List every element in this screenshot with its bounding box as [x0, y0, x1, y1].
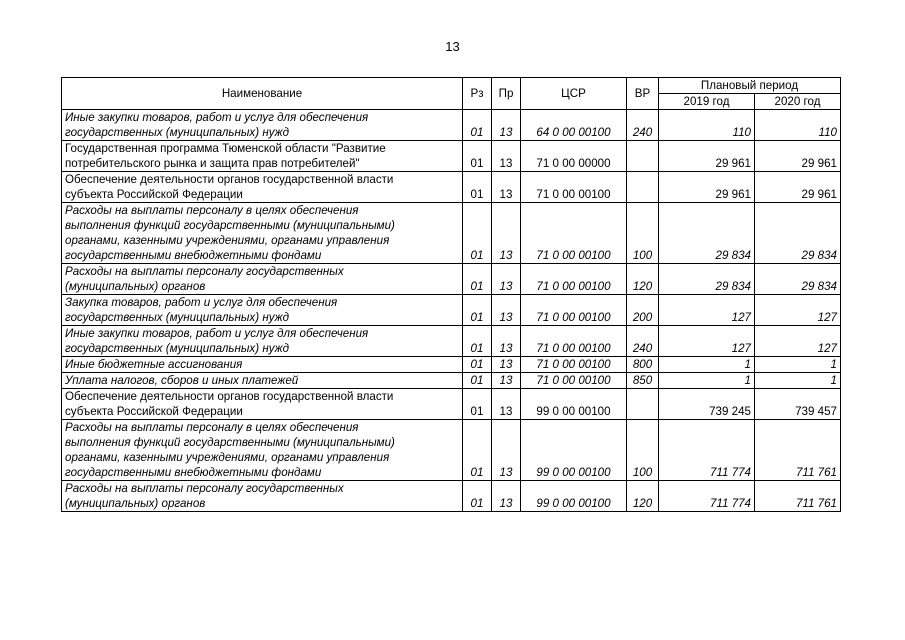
row-name-line: Расходы на выплаты персоналу государственных [65, 482, 344, 495]
row-name-line: Расходы на выплаты персоналу в целях обеспечения [65, 204, 359, 217]
table-row [62, 110, 841, 141]
row-pr: 13 [492, 357, 521, 373]
row-pr: 13 [492, 110, 521, 141]
row-value-2020: 127 [755, 295, 841, 326]
row-pr: 13 [492, 172, 521, 203]
table-row [62, 326, 841, 357]
row-vr [627, 141, 659, 172]
row-value-2019: 29 961 [659, 172, 755, 203]
row-csr: 99 0 00 00100 [521, 481, 627, 512]
header-year-2019: 2019 год [659, 94, 755, 110]
row-csr: 71 0 00 00100 [521, 326, 627, 357]
row-name [62, 420, 463, 481]
row-value-2019: 127 [659, 326, 755, 357]
row-csr: 71 0 00 00100 [521, 264, 627, 295]
row-csr: 71 0 00 00100 [521, 357, 627, 373]
row-value-2020: 29 834 [755, 264, 841, 295]
row-name-line: субъекта Российской Федерации [65, 405, 243, 418]
row-name-line: органами, казенными учреждениями, органами управления [65, 234, 390, 247]
row-name [62, 203, 463, 264]
row-pr: 13 [492, 373, 521, 389]
row-vr: 100 [627, 420, 659, 481]
table-body [62, 110, 841, 512]
row-rz: 01 [463, 203, 492, 264]
row-value-2020: 110 [755, 110, 841, 141]
row-name-line: органами, казенными учреждениями, органами управления [65, 451, 390, 464]
row-vr [627, 389, 659, 420]
row-name-line: Государственная программа Тюменской области "Развитие [65, 142, 386, 155]
budget-table [61, 77, 841, 512]
row-value-2019: 711 774 [659, 420, 755, 481]
row-csr: 71 0 00 00100 [521, 295, 627, 326]
row-name-line: Иные бюджетные ассигнования [65, 358, 243, 371]
row-pr: 13 [492, 420, 521, 481]
row-vr: 240 [627, 110, 659, 141]
row-rz: 01 [463, 110, 492, 141]
row-name [62, 481, 463, 512]
row-name [62, 264, 463, 295]
row-rz: 01 [463, 373, 492, 389]
header-year-2020: 2020 год [755, 94, 841, 110]
row-name [62, 357, 463, 373]
table-row [62, 420, 841, 481]
row-name [62, 326, 463, 357]
table-row [62, 373, 841, 389]
row-value-2019: 29 961 [659, 141, 755, 172]
row-vr: 200 [627, 295, 659, 326]
table-row [62, 203, 841, 264]
row-value-2019: 29 834 [659, 203, 755, 264]
header-plan-period: Плановый период [659, 78, 841, 94]
table-row [62, 172, 841, 203]
row-pr: 13 [492, 326, 521, 357]
row-name [62, 172, 463, 203]
row-rz: 01 [463, 420, 492, 481]
table-row [62, 141, 841, 172]
row-vr: 100 [627, 203, 659, 264]
row-vr: 240 [627, 326, 659, 357]
row-name-line: государственных (муниципальных) нужд [65, 311, 290, 324]
row-pr: 13 [492, 295, 521, 326]
row-name-line: государственных (муниципальных) нужд [65, 126, 290, 139]
row-value-2020: 711 761 [755, 420, 841, 481]
header-rz: Рз [463, 78, 492, 110]
page-number: 13 [445, 39, 460, 54]
row-value-2019: 1 [659, 357, 755, 373]
row-vr: 850 [627, 373, 659, 389]
row-value-2020: 711 761 [755, 481, 841, 512]
row-name-line: выполнения функций государственными (муниципальными) [65, 436, 395, 449]
row-csr: 99 0 00 00100 [521, 420, 627, 481]
row-csr: 99 0 00 00100 [521, 389, 627, 420]
row-vr: 120 [627, 264, 659, 295]
row-name-line: Иные закупки товаров, работ и услуг для обеспечения [65, 327, 369, 340]
row-pr: 13 [492, 264, 521, 295]
row-name [62, 295, 463, 326]
row-rz: 01 [463, 481, 492, 512]
row-name-line: выполнения функций государственными (муниципальными) [65, 219, 395, 232]
row-csr: 64 0 00 00100 [521, 110, 627, 141]
header-csr: ЦСР [521, 78, 627, 110]
row-vr: 120 [627, 481, 659, 512]
row-value-2019: 711 774 [659, 481, 755, 512]
row-vr [627, 172, 659, 203]
row-value-2019: 110 [659, 110, 755, 141]
row-name-line: Уплата налогов, сборов и иных платежей [65, 374, 299, 387]
row-name-line: Расходы на выплаты персоналу государственных [65, 265, 344, 278]
table-row [62, 481, 841, 512]
row-value-2019: 739 245 [659, 389, 755, 420]
table-row [62, 357, 841, 373]
row-rz: 01 [463, 141, 492, 172]
row-value-2020: 29 961 [755, 172, 841, 203]
row-pr: 13 [492, 141, 521, 172]
header-vr: ВР [627, 78, 659, 110]
row-csr: 71 0 00 00000 [521, 141, 627, 172]
row-name [62, 389, 463, 420]
row-name-line: (муниципальных) органов [65, 497, 206, 510]
row-vr: 800 [627, 357, 659, 373]
row-name [62, 373, 463, 389]
row-name-line: государственных (муниципальных) нужд [65, 342, 290, 355]
row-name-line: (муниципальных) органов [65, 280, 206, 293]
row-csr: 71 0 00 00100 [521, 172, 627, 203]
row-name-line: Расходы на выплаты персоналу в целях обеспечения [65, 421, 359, 434]
row-rz: 01 [463, 326, 492, 357]
row-pr: 13 [492, 203, 521, 264]
row-value-2019: 127 [659, 295, 755, 326]
row-value-2020: 739 457 [755, 389, 841, 420]
row-value-2019: 1 [659, 373, 755, 389]
table-row [62, 389, 841, 420]
row-value-2020: 127 [755, 326, 841, 357]
row-value-2019: 29 834 [659, 264, 755, 295]
row-name-line: государственными внебюджетными фондами [65, 249, 322, 262]
row-name [62, 141, 463, 172]
row-value-2020: 1 [755, 357, 841, 373]
row-value-2020: 29 834 [755, 203, 841, 264]
table-row [62, 264, 841, 295]
row-rz: 01 [463, 389, 492, 420]
table-row [62, 295, 841, 326]
row-csr: 71 0 00 00100 [521, 203, 627, 264]
row-rz: 01 [463, 172, 492, 203]
row-value-2020: 1 [755, 373, 841, 389]
header-pr: Пр [492, 78, 521, 110]
row-name [62, 110, 463, 141]
row-pr: 13 [492, 389, 521, 420]
header-name: Наименование [62, 78, 463, 110]
row-name-line: Закупка товаров, работ и услуг для обеспечения [65, 296, 338, 309]
row-pr: 13 [492, 481, 521, 512]
row-rz: 01 [463, 264, 492, 295]
row-csr: 71 0 00 00100 [521, 373, 627, 389]
row-name-line: Обеспечение деятельности органов государственной власти [65, 390, 394, 403]
row-name-line: Обеспечение деятельности органов государственной власти [65, 173, 394, 186]
row-name-line: субъекта Российской Федерации [65, 188, 243, 201]
row-rz: 01 [463, 357, 492, 373]
row-name-line: государственными внебюджетными фондами [65, 466, 322, 479]
row-rz: 01 [463, 295, 492, 326]
row-name-line: потребительского рынка и защита прав потребителей" [65, 157, 360, 170]
row-value-2020: 29 961 [755, 141, 841, 172]
table-header [62, 78, 841, 110]
row-name-line: Иные закупки товаров, работ и услуг для обеспечения [65, 111, 369, 124]
